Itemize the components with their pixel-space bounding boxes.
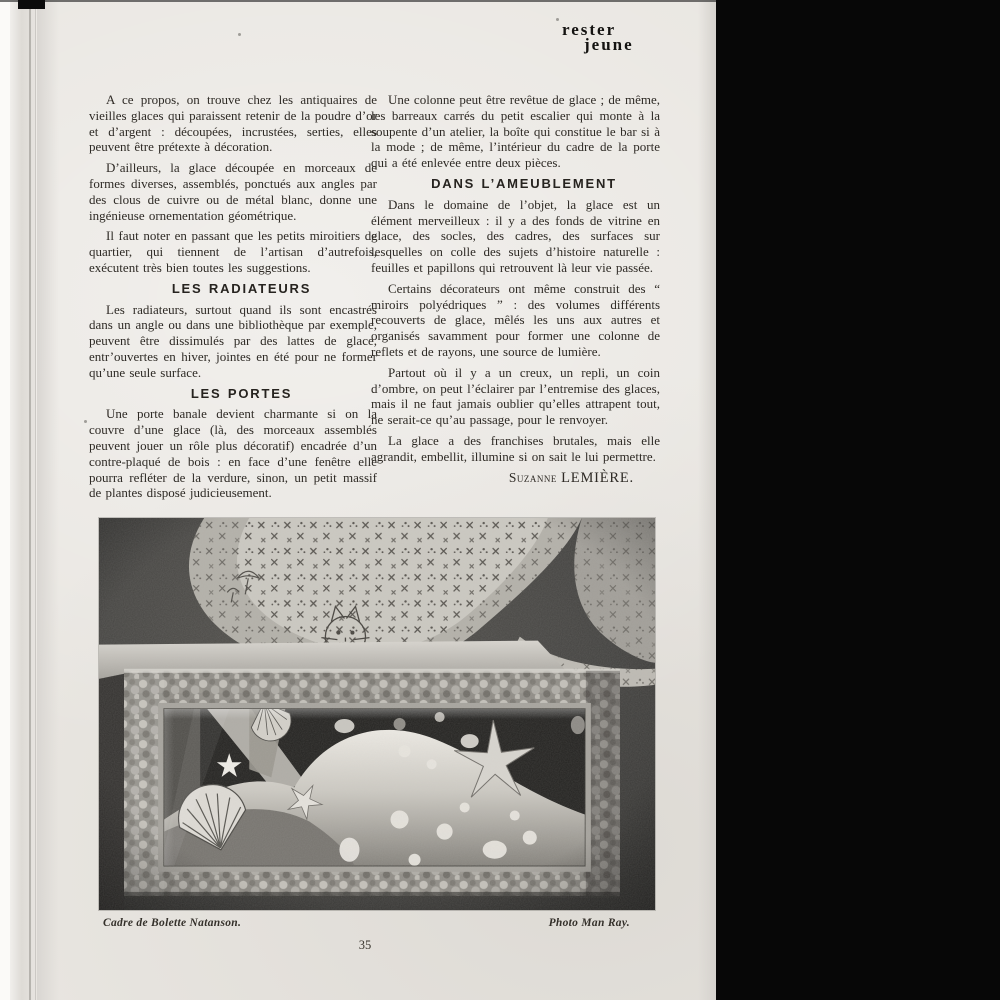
paragraph: Les radiateurs, surtout quand ils sont encastrés dans un angle ou dans une bibliothèque par exemple, peuvent être dissimulés par des lattes de glace, entr’ouvertes en hiver, jointes en été pour ne former qu’une seule surface.	[89, 301, 377, 380]
scan-speck	[84, 420, 87, 423]
scan-artifact	[18, 0, 45, 9]
photo-figure	[99, 518, 655, 910]
scan-speck	[238, 33, 241, 36]
man-ray-photo-image	[99, 518, 655, 910]
page-number: 35	[358, 938, 372, 952]
author-first-name: Suzanne	[508, 469, 557, 485]
page-top-edge	[0, 0, 716, 2]
paragraph: La glace a des franchises brutales, mais elle agrandit, embellit, illumine si on sait le lui permettre.	[371, 432, 660, 464]
masthead-line-1: rester	[562, 20, 617, 39]
photo-caption-left: Cadre de Bolette Natanson.	[103, 917, 242, 929]
paragraph: Partout où il y a un creux, un repli, un coin d’ombre, on peut l’éclairer par l’entremise des glaces, mais il ne faut jamais oublier qu’elles attrapent tout, ne serait-ce qu’au passage, pour le renvoyer.	[371, 364, 660, 428]
binding-soft-shadow	[37, 0, 59, 1000]
paragraph: D’ailleurs, la glace découpée en morceaux de formes diverses, assemblés, ponctués aux angles par des clous de cuivre ou de métal blanc, donne une ingénieuse ornementation géométrique.	[89, 160, 377, 223]
binding-crease-line	[35, 0, 36, 1000]
paragraph: Certains décorateurs ont même construit des “ miroirs polyédriques ” : des volumes différents recouverts de glace, mêlés les uns aux autres et organisés savamment pour former une colonne de reflets et de rayons, une source de lumière.	[371, 280, 660, 359]
masthead-line-2: jeune	[584, 35, 634, 54]
author-last-name: LEMIÈRE.	[561, 469, 634, 486]
paragraph: Dans le domaine de l’objet, la glace est un élément merveilleux : il y a des fonds de vitrine en glace, des socles, des cadres, des surfaces sur lesquelles on colle des sujets d’histoire naturelle : feuilles et papillons qui retrouvent là leur vie passée.	[371, 196, 660, 275]
binding-shade	[10, 0, 36, 1000]
masthead-logo	[562, 22, 634, 52]
column-left	[89, 92, 377, 506]
author-signature	[371, 470, 660, 487]
page-right-edge-shade	[698, 0, 716, 1000]
paragraph: Il faut noter en passant que les petits miroitiers de quartier, qui tiennent de l’artisan d’autrefois, exécutent très bien toutes les suggestions.	[89, 228, 377, 275]
column-right	[371, 92, 660, 491]
paragraph: Une porte banale devient charmante si on la couvre d’une glace (là, des morceaux assemblés peuvent jouer un rôle plus décoratif) encadrée d’un contre-plaqué de bois : en face d’une fenêtre elle pourra refléter de la verdure, sinon, un petit massif de plantes disposé judicieusement.	[89, 406, 377, 501]
section-heading-radiateurs: LES RADIATEURS	[171, 280, 312, 296]
photo-caption-right: Photo Man Ray.	[548, 917, 630, 929]
paragraph: Une colonne peut être revêtue de glace ; de même, les barreaux carrés du petit escalier qui monte à la soupente d’un atelier, la boîte qui constitue le bar si à la mode ; de même, l’intérieur du cadre de la porte qui a été enlevée entre deux pièces.	[371, 92, 660, 171]
section-heading-ameublement: DANS L’AMEUBLEMENT	[431, 175, 617, 191]
binding-crease-line	[29, 0, 31, 1000]
scan-speck	[556, 18, 559, 21]
page-left-edge	[0, 0, 10, 1000]
paragraph: A ce propos, on trouve chez les antiquaires de vieilles glaces qui paraissent retenir de la poudre d’or et d’argent : découpées, incrustées, serties, elles peuvent être prétexte à décoration.	[89, 92, 377, 155]
section-heading-portes: LES PORTES	[190, 385, 293, 401]
